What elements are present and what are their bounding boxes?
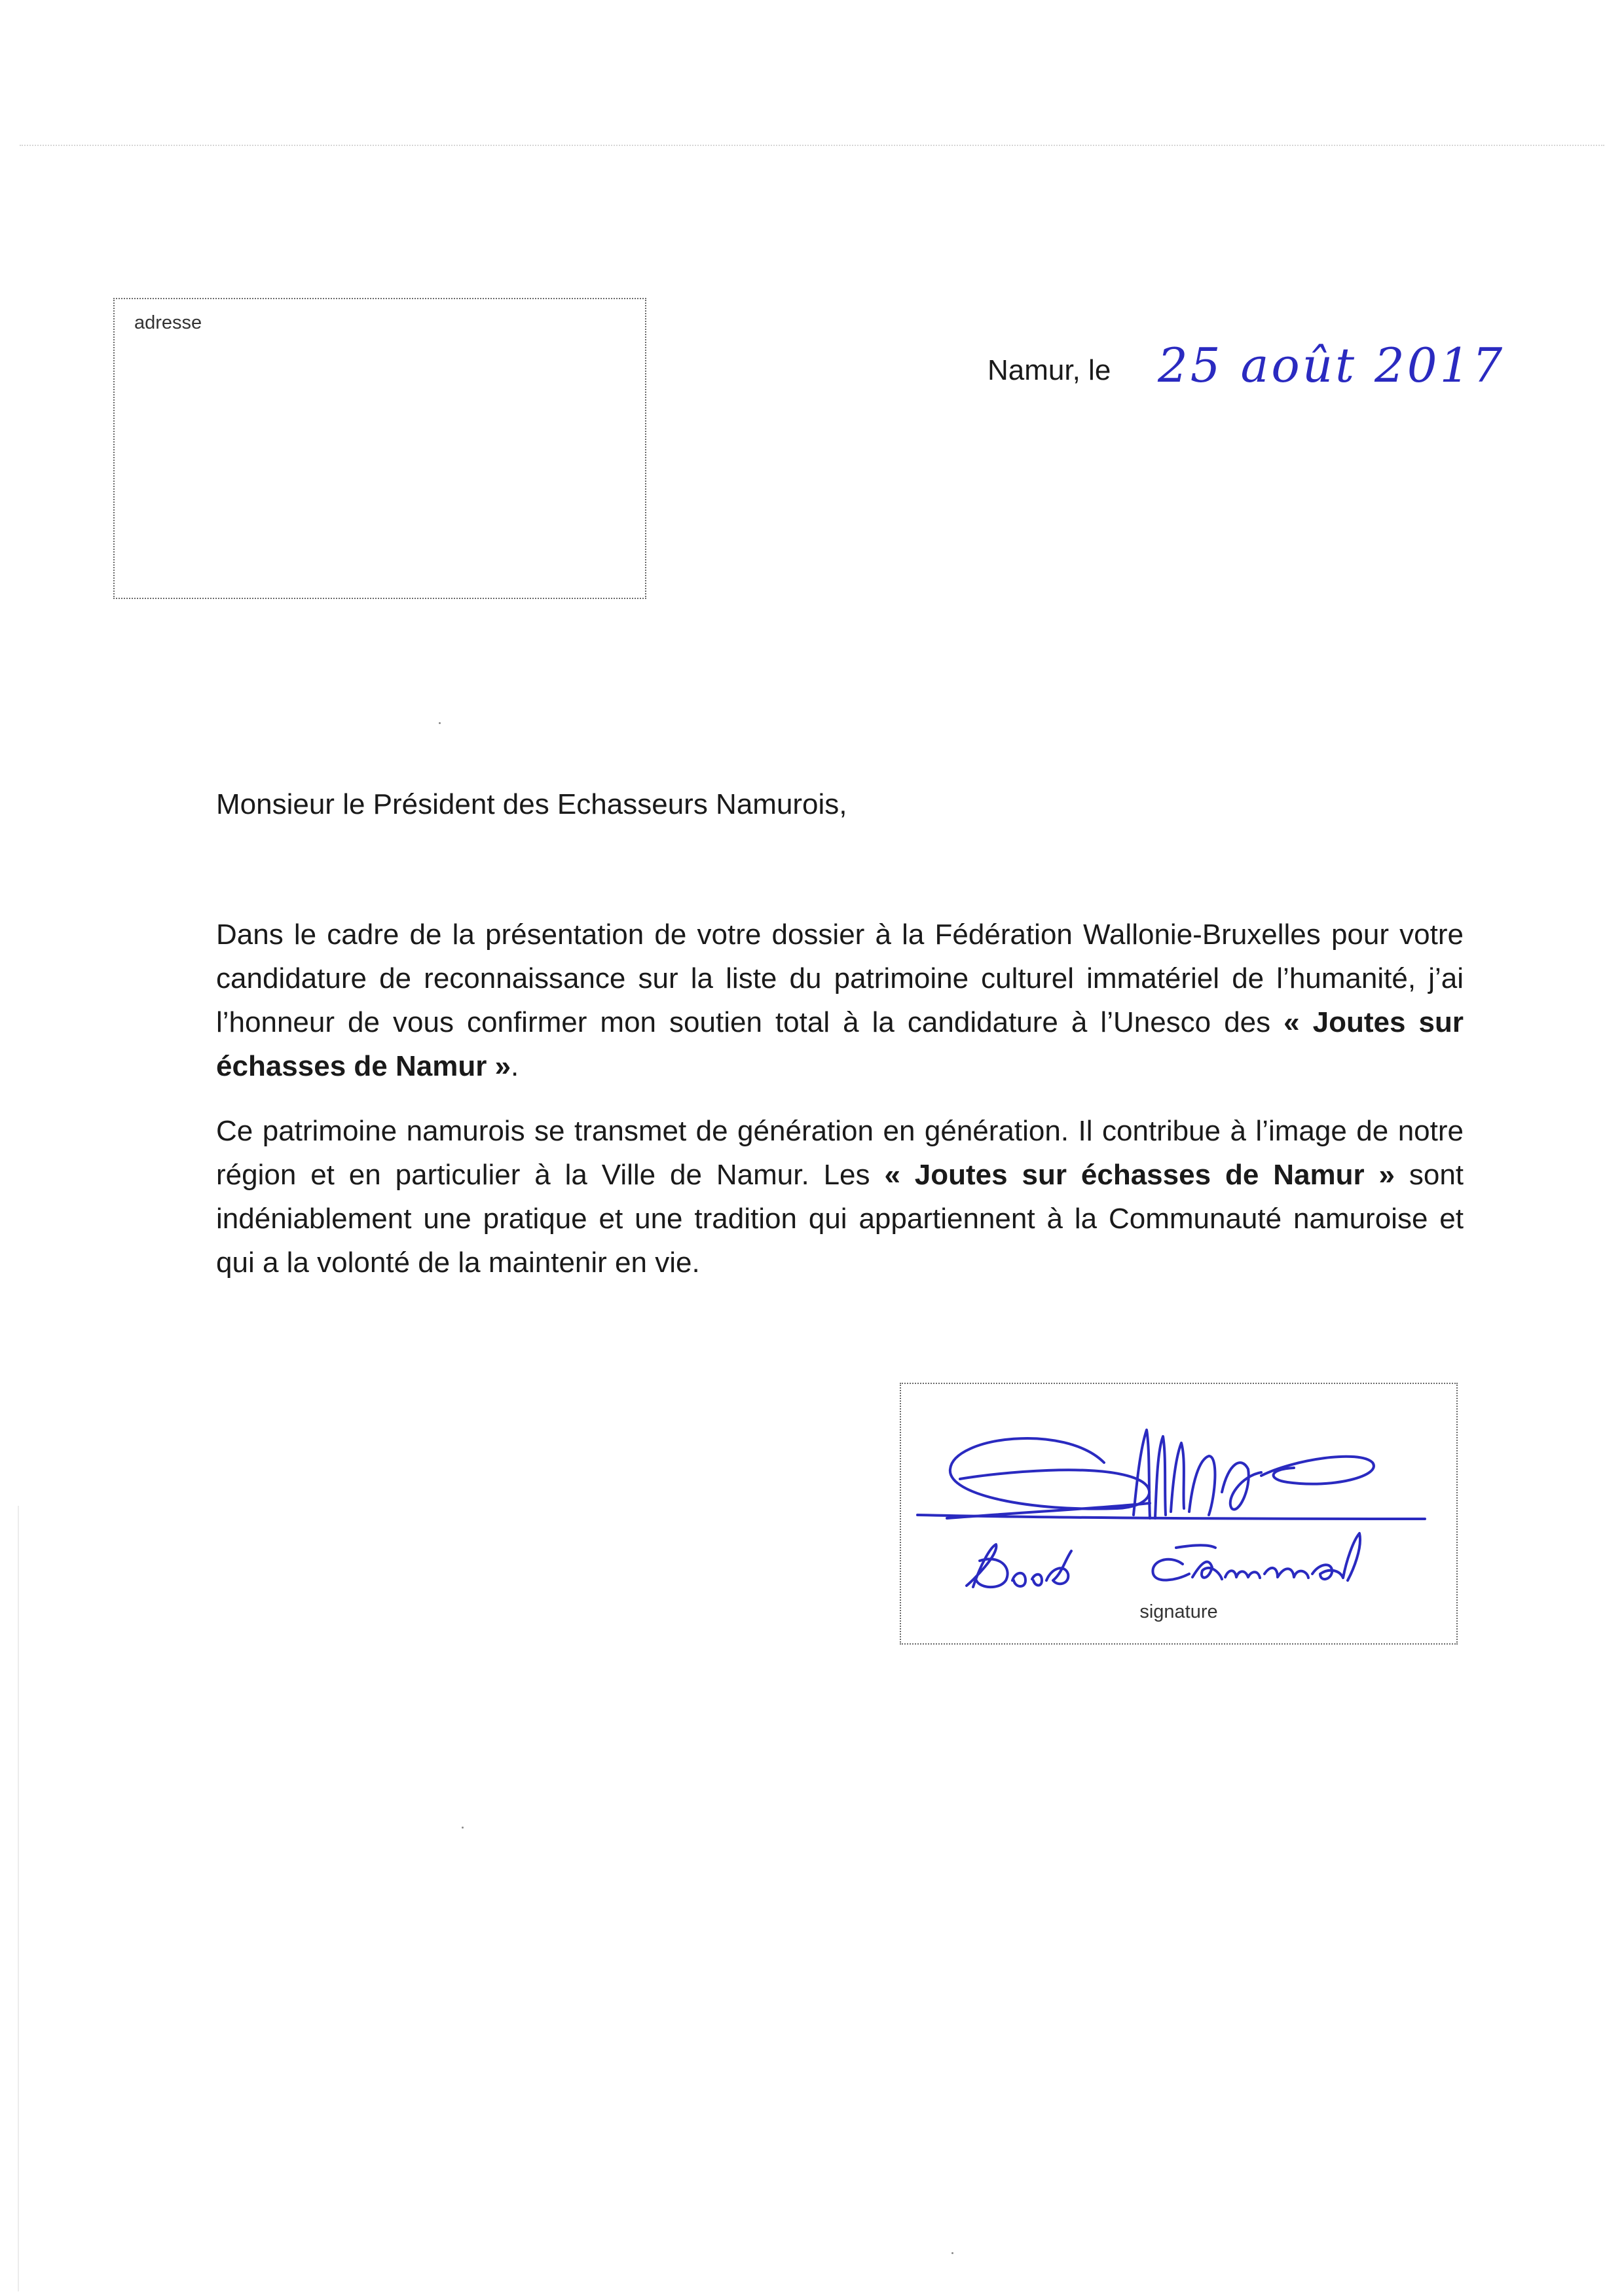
paragraph-1-bold: « Joutes sur échasses de Namur » [216, 1006, 1464, 1082]
signature-label: signature [1139, 1601, 1218, 1622]
scan-speck [439, 722, 441, 724]
handwritten-date: 25 août 2017 [1158, 338, 1505, 393]
paragraph-1-end: . [511, 1050, 519, 1082]
address-box [113, 298, 646, 599]
body-paragraph-2 [216, 1109, 1464, 1285]
date-prefix: Namur, le [987, 354, 1111, 386]
top-divider [20, 145, 1604, 146]
paragraph-2-text: Ce patrimoine namurois se transmet de génération en génération. Il contribue à l’image de notre région et en particulier à la Ville de Namur. Les [216, 1115, 1464, 1191]
scan-speck [462, 1827, 464, 1829]
signature-box [900, 1383, 1458, 1645]
paragraph-2-bold: « Joutes sur échasses de Namur » [884, 1159, 1395, 1191]
body-paragraph-1 [216, 913, 1464, 1088]
salutation: Monsieur le Président des Echasseurs Namurois, [216, 788, 847, 820]
address-label: adresse [134, 312, 202, 333]
paragraph-2-end: sont indéniablement une pratique et une tradition qui appartiennent à la Communauté namuroise et qui a la volonté de la maintenir en vie. [216, 1159, 1464, 1279]
scan-speck [951, 2252, 953, 2254]
paragraph-1-text: Dans le cadre de la présentation de votre dossier à la Fédération Wallonie-Bruxelles pour votre candidature de reconnaissance sur la liste du patrimoine culturel immatériel de l’humanité, j’ai l’honneur de vous confirmer mon soutien total à la candidature à l’Unesco des [216, 919, 1464, 1038]
scan-edge [18, 1506, 19, 2291]
